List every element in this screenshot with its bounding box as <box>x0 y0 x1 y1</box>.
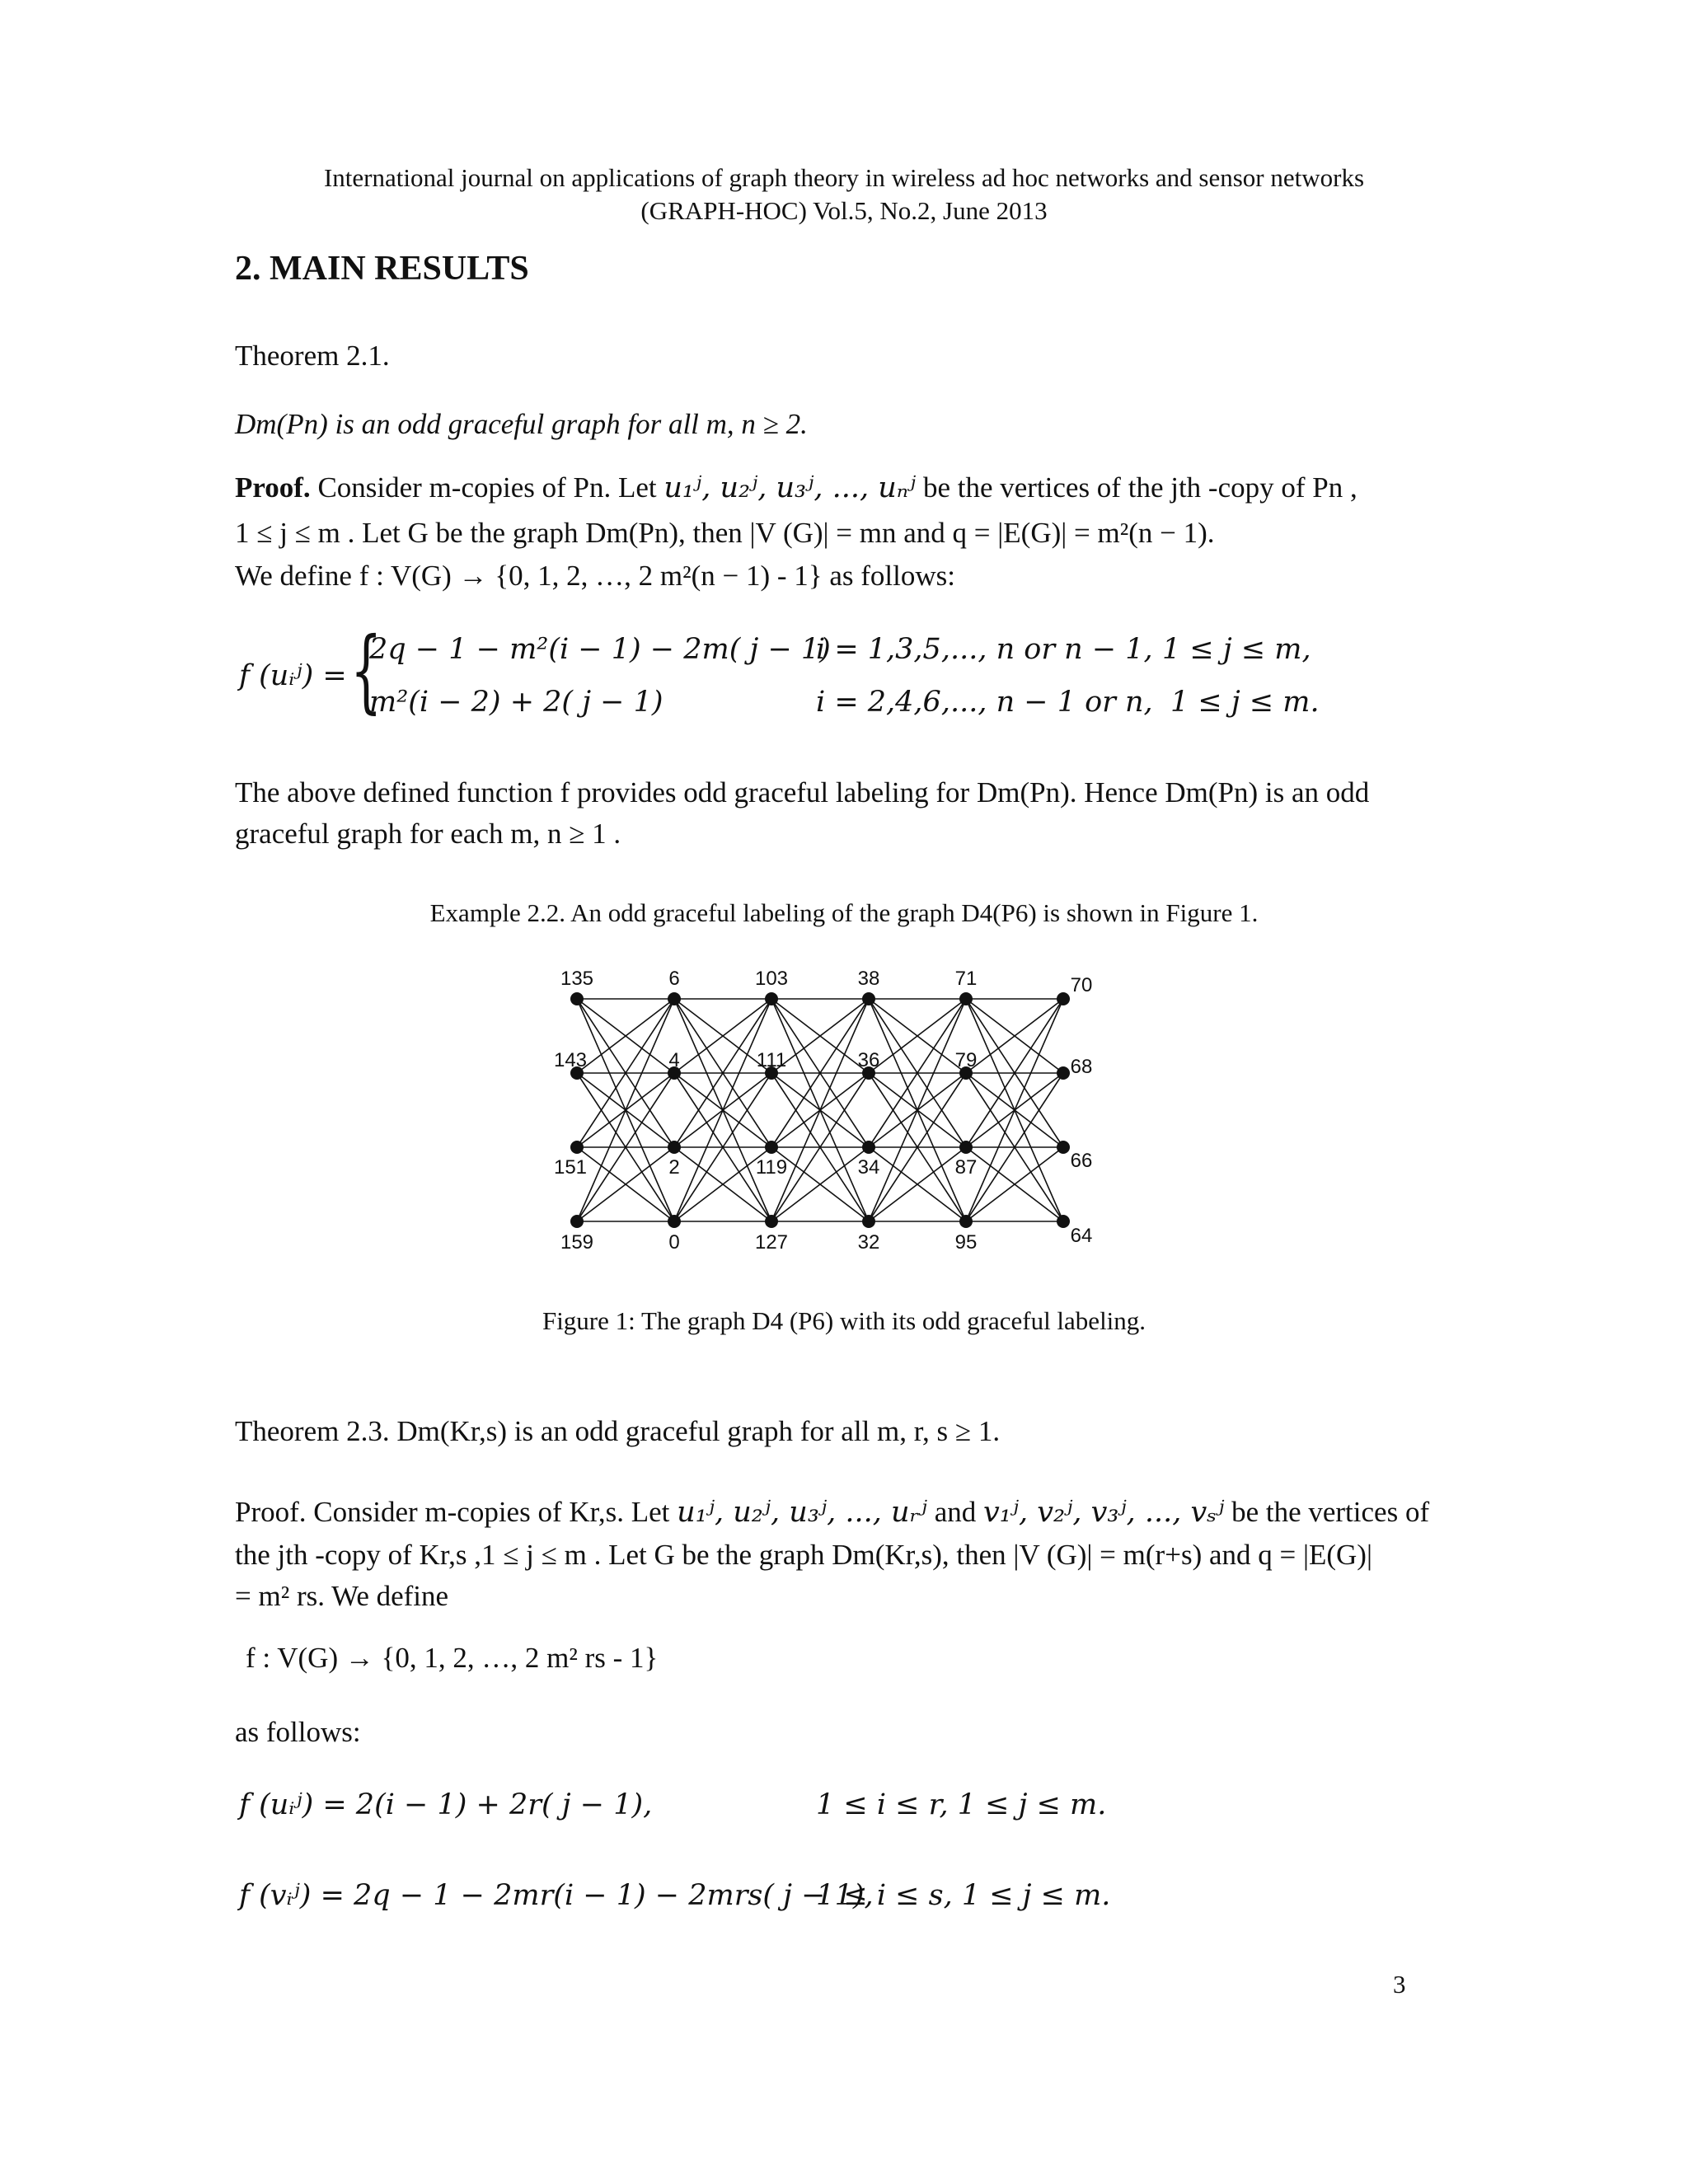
section-title: 2. MAIN RESULTS <box>235 250 529 288</box>
vertex-label: 70 <box>1070 974 1093 996</box>
graph-vertex <box>862 1141 875 1154</box>
graph-vertex <box>570 992 584 1005</box>
vertex-label: 32 <box>857 1231 880 1254</box>
formula-1-lhs: f (uᵢʲ) = <box>239 659 347 692</box>
conclusion-1-line1: The above defined function f provides odd graceful labeling for Dm(Pn). Hence Dm(Pn) is an odd <box>235 776 1370 808</box>
graph-vertex <box>862 1215 875 1228</box>
proof-1-line1 <box>235 466 1357 510</box>
formula-1-case1-cond: i = 1,3,5,..., n or n − 1, <box>816 633 1153 666</box>
proof-2-line1 <box>235 1490 1429 1535</box>
vertex-label: 38 <box>857 968 880 990</box>
vertex-label: 64 <box>1070 1225 1093 1247</box>
formula-1-case2-range: 1 ≤ j ≤ m. <box>1170 686 1320 719</box>
graph-vertex <box>959 1215 973 1228</box>
graph-vertex <box>1057 1066 1070 1080</box>
formula-1-case2-cond: i = 2,4,6,..., n − 1 or n, <box>816 686 1153 719</box>
graph-vertex <box>959 992 973 1005</box>
graph-edges <box>577 999 1063 1221</box>
vertex-sequence-v: v₁ʲ, v₂ʲ, v₃ʲ, ..., vₛʲ <box>982 1496 1225 1529</box>
graph-vertex <box>668 1141 681 1154</box>
graph-vertex <box>668 992 681 1005</box>
conclusion-1-line2: graceful graph for each m, n ≥ 1 . <box>235 818 621 850</box>
vertex-label: 103 <box>754 968 789 990</box>
proof-1-intro: Consider m-copies of Pn. Let <box>317 471 657 504</box>
vertex-label: 95 <box>954 1231 978 1254</box>
proof-1-line2: 1 ≤ j ≤ m . Let G be the graph Dm(Pn), then |V (G)| = mn and q = |E(G)| = m²(n − 1). <box>235 517 1215 549</box>
vertex-label: 36 <box>857 1049 880 1071</box>
vertex-label: 135 <box>560 968 594 990</box>
proof-1-intro-end: be the vertices of the jth -copy of Pn , <box>922 471 1357 504</box>
figure-1-caption: Figure 1: The graph D4 (P6) with its odd graceful labeling. <box>542 1306 1146 1335</box>
proof-2-line3: = m² rs. We define <box>235 1580 449 1612</box>
figure-1-graph <box>528 960 1121 1265</box>
vertex-label: 0 <box>668 1231 680 1254</box>
theorem-2-3: Theorem 2.3. Dm(Kr,s) is an odd graceful graph for all m, r, s ≥ 1. <box>235 1415 1001 1447</box>
proof-2-line2: the jth -copy of Kr,s ,1 ≤ j ≤ m . Let G be the graph Dm(Kr,s), then |V (G)| = m(r+s) and q = |E(G)| <box>235 1539 1372 1571</box>
graph-labels <box>554 968 1092 1254</box>
example-2-2: Example 2.2. An odd graceful labeling of the graph D4(P6) is shown in Figure 1. <box>429 898 1259 927</box>
vertex-label: 159 <box>560 1231 594 1254</box>
formula-1-brace: { <box>350 617 382 723</box>
vertex-sequence-u2: u₁ʲ, u₂ʲ, u₃ʲ, ..., uᵣʲ <box>677 1496 927 1529</box>
proof-2-intro-end: be the vertices of <box>1231 1496 1430 1528</box>
graph-vertex <box>765 1215 778 1228</box>
formula-1-case2-expr: m²(i − 2) + 2( j − 1) <box>369 686 663 719</box>
formula-1-case1-expr: 2q − 1 − m²(i − 1) − 2m( j − 1) <box>369 633 831 666</box>
vertex-label: 119 <box>755 1156 788 1179</box>
formula-2-fv: f (vᵢʲ) = 2q − 1 − 2mr(i − 1) − 2mrs( j − 1), <box>239 1879 874 1912</box>
graph-vertex <box>959 1141 973 1154</box>
graph-vertex <box>1057 992 1070 1005</box>
formula-2-fv-cond: 1 ≤ i ≤ s, 1 ≤ j ≤ m. <box>816 1879 1111 1912</box>
proof-2-and: and <box>934 1496 977 1528</box>
graph-vertex <box>765 992 778 1005</box>
graph-vertex <box>1057 1141 1070 1154</box>
vertex-label: 34 <box>857 1156 880 1179</box>
vertex-label: 151 <box>553 1156 588 1179</box>
graph-vertex <box>668 1215 681 1228</box>
theorem-2-1-statement: Dm(Pn) is an odd graceful graph for all m, n ≥ 2. <box>235 408 808 440</box>
journal-header-line1: International journal on applications of graph theory in wireless ad hoc networks and sensor networks <box>323 163 1365 192</box>
vertex-label: 68 <box>1070 1056 1093 1078</box>
formula-2-fu-cond: 1 ≤ i ≤ r, 1 ≤ j ≤ m. <box>816 1788 1107 1821</box>
vertex-label: 79 <box>954 1049 978 1071</box>
vertex-label: 111 <box>756 1049 787 1071</box>
vertex-label: 4 <box>668 1049 680 1071</box>
formula-1-case1-range: 1 ≤ j ≤ m, <box>1162 633 1311 666</box>
graph-vertex <box>765 1141 778 1154</box>
vertex-label: 6 <box>668 968 680 990</box>
proof-2-as-follows: as follows: <box>235 1716 361 1748</box>
vertex-label: 71 <box>954 968 978 990</box>
vertex-label: 87 <box>954 1156 978 1179</box>
theorem-2-1-label: Theorem 2.1. <box>235 340 390 372</box>
graph-vertex <box>862 992 875 1005</box>
vertex-sequence-u: u₁ʲ, u₂ʲ, u₃ʲ, ..., uₙʲ <box>663 471 917 504</box>
page-number: 3 <box>1393 1970 1406 1999</box>
proof-label: Proof. <box>235 471 311 504</box>
vertex-label: 127 <box>754 1231 789 1254</box>
vertex-label: 2 <box>668 1156 680 1179</box>
graph-vertex <box>570 1215 584 1228</box>
proof-1-line3: We define f : V(G) → {0, 1, 2, …, 2 m²(n − 1) - 1} as follows: <box>235 560 955 592</box>
graph-vertex <box>570 1141 584 1154</box>
proof-2-map: f : V(G) → {0, 1, 2, …, 2 m² rs - 1} <box>246 1642 659 1674</box>
vertex-label: 143 <box>553 1049 588 1071</box>
vertex-label: 66 <box>1070 1150 1093 1172</box>
journal-header-line2: (GRAPH-HOC) Vol.5, No.2, June 2013 <box>640 196 1048 225</box>
proof-2-intro: Proof. Consider m-copies of Kr,s. Let <box>235 1496 670 1528</box>
graph-vertex <box>1057 1215 1070 1228</box>
formula-2-fu: f (uᵢʲ) = 2(i − 1) + 2r( j − 1), <box>239 1788 653 1821</box>
